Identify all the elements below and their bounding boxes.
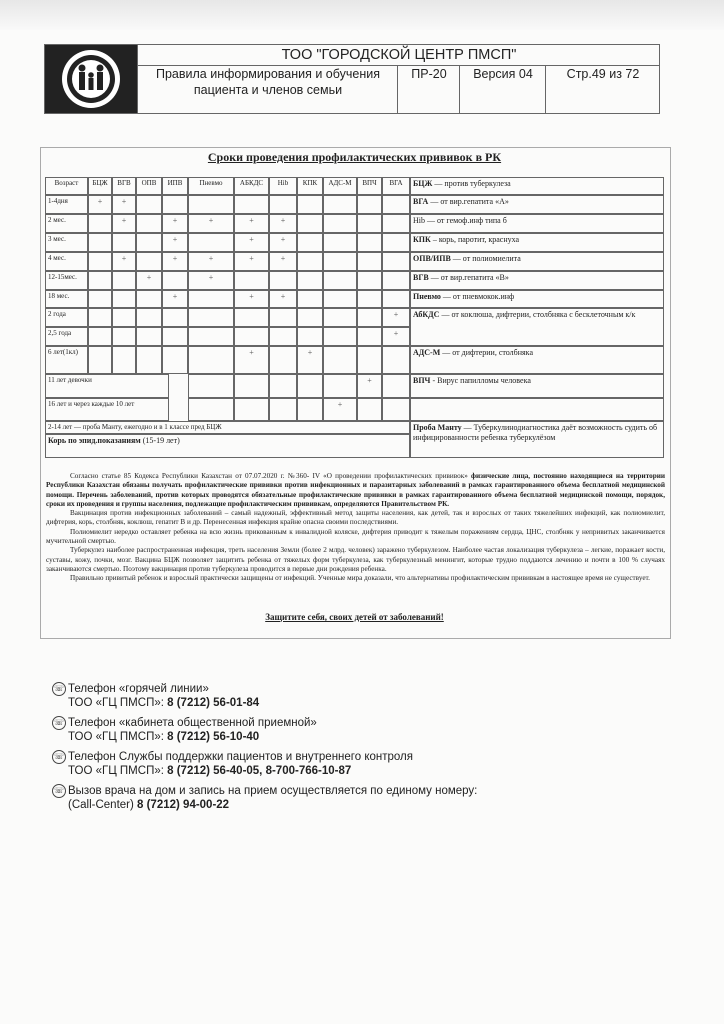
vaccine-mark — [323, 374, 357, 398]
vaccine-mark — [357, 327, 382, 346]
vaccine-mark — [357, 271, 382, 290]
vaccine-mark — [162, 308, 188, 327]
column-header: ВГВ — [112, 177, 136, 195]
vaccine-mark — [297, 252, 323, 271]
column-header: БЦЖ — [88, 177, 112, 195]
contact-label: Телефон «кабинета общественной приемной» — [68, 717, 317, 729]
legend-abbr: АДС-М — [413, 348, 441, 357]
legend-abbr: Проба Манту — [413, 423, 462, 432]
column-header: АБКДС — [234, 177, 269, 195]
vaccine-mark — [382, 233, 410, 252]
vaccine-mark — [188, 398, 234, 421]
vaccine-mark — [357, 214, 382, 233]
vaccine-mark: + — [297, 346, 323, 374]
table-row-age: 2 года — [45, 308, 88, 327]
vaccine-mark — [297, 398, 323, 421]
legend-text: - Вирус папилломы человека — [430, 376, 531, 385]
table-row-age: 12-15мес. — [45, 271, 88, 290]
legend-abbr: ВПЧ — [413, 376, 431, 385]
vaccine-mark: + — [269, 252, 297, 271]
column-header: Hib — [269, 177, 297, 195]
vaccine-mark — [188, 308, 234, 327]
vaccine-mark — [357, 195, 382, 214]
vaccine-mark — [112, 290, 136, 308]
table-row-age: 18 мес. — [45, 290, 88, 308]
vaccine-mark — [136, 346, 162, 374]
contact-phone[interactable]: 8 (7212) 56-40-05, 8-700-766-10-87 — [167, 765, 352, 777]
vaccine-mark: + — [112, 195, 136, 214]
column-header: АДС-М — [323, 177, 357, 195]
vaccine-mark — [234, 398, 269, 421]
legend-text: — от полиомиелита — [450, 254, 521, 263]
vaccine-mark — [136, 327, 162, 346]
legend-entry — [410, 398, 664, 421]
vaccine-mark — [297, 271, 323, 290]
vaccine-mark — [188, 327, 234, 346]
contact-support — [52, 750, 532, 778]
legend-entry — [410, 421, 664, 458]
vaccine-mark — [297, 195, 323, 214]
legend-abbr: ОПВ/ИПВ — [413, 254, 451, 263]
contact-org: ТОО «ГЦ ПМСП»: — [68, 697, 168, 709]
vaccine-mark — [269, 327, 297, 346]
vaccine-mark — [88, 214, 112, 233]
contact-phone[interactable]: 8 (7212) 56-01-84 — [167, 697, 260, 709]
vaccine-mark — [357, 398, 382, 421]
paragraph-conclusion: Правильно привитый ребенок и взрослый практически защищены от инфекций. Ученные мира доказали, что альтернативы профилактическим прививкам в настоящее время не существует. — [70, 574, 650, 583]
vaccine-mark: + — [162, 233, 188, 252]
column-header: ВГА — [382, 177, 410, 195]
organization-name: ТОО "ГОРОДСКОЙ ЦЕНТР ПМСП" — [137, 45, 660, 66]
vaccination-schedule-title: Сроки проведения профилактических прививок в РК — [207, 150, 502, 164]
vaccine-mark — [297, 327, 323, 346]
vaccine-mark — [162, 195, 188, 214]
vaccine-mark — [269, 195, 297, 214]
vaccine-mark — [382, 290, 410, 308]
vaccination-table — [45, 177, 664, 458]
column-header: ИПВ — [162, 177, 188, 195]
vaccine-mark: + — [269, 233, 297, 252]
body-text — [46, 472, 665, 584]
legend-abbr: АбКДС — [413, 310, 440, 319]
logo — [45, 45, 137, 113]
contact-org: ТОО «ГЦ ПМСП»: — [68, 765, 168, 777]
scan-top-shade — [0, 0, 724, 30]
phone-icon: ☏ — [52, 716, 66, 730]
contact-phone[interactable]: 8 (7212) 94-00-22 — [137, 799, 230, 811]
vaccine-mark — [88, 271, 112, 290]
vaccine-mark — [188, 374, 234, 398]
vaccine-mark — [88, 233, 112, 252]
legend-entry — [410, 177, 664, 195]
vaccine-mark: + — [234, 290, 269, 308]
contact-org: (Call-Center) — [68, 799, 138, 811]
legend-entry — [410, 271, 664, 290]
vaccine-mark — [297, 214, 323, 233]
family-logo-icon — [60, 48, 122, 110]
phone-icon: ☏ — [52, 682, 66, 696]
vaccine-mark: + — [269, 214, 297, 233]
law-reference: Согласно статье 85 Кодекса Республики Казахстан от 07.07.2020 г. №360- IV «О проведении профилактических прививок» — [70, 472, 472, 480]
table-row-age: 2,5 года — [45, 327, 88, 346]
vaccine-mark — [357, 252, 382, 271]
vaccine-mark: + — [188, 214, 234, 233]
legend-entry — [410, 290, 664, 308]
legend-text: — от вир.гепатита «В» — [428, 273, 509, 282]
vaccine-mark — [297, 233, 323, 252]
vaccine-mark: + — [112, 252, 136, 271]
vaccine-mark — [382, 195, 410, 214]
vaccine-mark — [112, 271, 136, 290]
contact-label: Вызов врача на дом и запись на прием осуществляется по единому номеру: — [68, 785, 478, 797]
vaccine-mark — [88, 290, 112, 308]
vaccine-mark — [112, 233, 136, 252]
vaccine-mark — [323, 252, 357, 271]
legend-text: – корь, паротит, краснуха — [430, 235, 520, 244]
table-row-age: 1-4дня — [45, 195, 88, 214]
legend-entry — [410, 374, 664, 398]
table-row-age: 16 лет и через каждые 10 лет — [45, 398, 169, 421]
vaccine-mark — [382, 374, 410, 398]
contact-org: ТОО «ГЦ ПМСП»: — [68, 731, 168, 743]
contact-label: Телефон «горячей линии» — [68, 683, 209, 695]
vaccine-mark — [323, 327, 357, 346]
vaccine-mark — [136, 195, 162, 214]
page-number: Стр.49 из 72 — [545, 65, 660, 113]
vaccine-mark — [323, 271, 357, 290]
vaccine-mark: + — [234, 252, 269, 271]
table-row-age: 4 мес. — [45, 252, 88, 271]
legend-text: — против туберкулеза — [432, 179, 511, 188]
vaccine-mark: + — [88, 195, 112, 214]
vaccine-mark: + — [234, 214, 269, 233]
measles-age: (15-19 лет) — [142, 436, 180, 445]
contact-phone[interactable]: 8 (7212) 56-10-40 — [167, 731, 260, 743]
vaccine-mark: + — [323, 398, 357, 421]
vaccine-mark — [234, 327, 269, 346]
vaccine-mark — [88, 346, 112, 374]
legend-text: — от пневмокок.инф — [440, 292, 515, 301]
legend-text: Hib — от гемоф.инф типа б — [413, 216, 507, 225]
vaccine-mark — [136, 290, 162, 308]
vaccine-mark: + — [112, 214, 136, 233]
protect-slogan: Защитите себя, своих детей от заболеваний! — [265, 612, 444, 622]
vaccine-mark: + — [357, 374, 382, 398]
contact-call-center — [52, 784, 532, 812]
document-version: Версия 04 — [459, 65, 546, 113]
table-row-age: 11 лет девочки — [45, 374, 169, 398]
vaccine-mark: + — [162, 252, 188, 271]
vaccine-mark — [297, 290, 323, 308]
vaccine-mark — [112, 346, 136, 374]
column-header: КПК — [297, 177, 323, 195]
measles-label: Корь по эпид.показаниям — [48, 436, 141, 445]
paragraph-vaccination: Вакцинация против инфекционных заболеваний – самый надежный, эффективный метод защиты населения, как детей, так и взрослых от таких тяжелейших инфекций, как полиомиелит, дифтерия, корь, столбняк, коклюш, гепатит В и др. Перенесенная инфекция крайне опасна своими последствиями. — [46, 509, 665, 527]
legend-abbr: БЦЖ — [413, 179, 433, 188]
column-header: ВПЧ — [357, 177, 382, 195]
vaccine-mark — [323, 195, 357, 214]
document-code: ПР-20 — [397, 65, 460, 113]
vaccine-mark — [234, 308, 269, 327]
vaccine-mark: + — [162, 214, 188, 233]
vaccine-mark — [269, 346, 297, 374]
vaccine-mark: + — [162, 290, 188, 308]
vaccine-mark — [269, 398, 297, 421]
column-header: ОПВ — [136, 177, 162, 195]
vaccine-mark — [382, 398, 410, 421]
table-row-age: 3 мес. — [45, 233, 88, 252]
vaccine-mark — [269, 308, 297, 327]
contacts-list — [52, 682, 532, 818]
legend-entry — [410, 214, 664, 233]
legend-text: — Туберкулинодиагностика даёт возможность судить об инфицированности ребенка туберкулёзом — [413, 423, 658, 442]
paragraph-tuberculosis: Туберкулез наиболее распространенная инфекция, треть населения Земли (более 2 млрд. человек) заражено туберкулезом. Наиболее частая локализация туберкулеза – легкие, поражает кости, суставы, кожу, почки, мозг. Вакцина БЦЖ позволяет защитить ребенка от тяжелых форм туберкулеза, как туберкулезный менингит, которые трудно поддаются лечению и почти в 100 % случаях заканчиваются смертью. Поэтому вакцинация против туберкулеза проводится в первые дни рождения ребенка. — [46, 546, 665, 573]
mantu-row: 2-14 лет — проба Манту, ежегодно и в 1 классе пред БЦЖ — [45, 421, 410, 434]
vaccine-mark — [188, 290, 234, 308]
document-title: Правила информирования и обучения пациента и членов семьи — [137, 65, 398, 114]
vaccine-mark — [357, 290, 382, 308]
vaccine-mark — [136, 252, 162, 271]
vaccine-mark — [112, 327, 136, 346]
table-row-age: 6 лет(1кл) — [45, 346, 88, 374]
vaccine-mark — [382, 346, 410, 374]
legend-abbr: ВГА — [413, 197, 429, 206]
vaccine-mark — [88, 252, 112, 271]
legend-abbr: КПК — [413, 235, 431, 244]
column-header: Возраст — [45, 177, 88, 195]
contact-reception — [52, 716, 532, 744]
vaccine-mark — [162, 346, 188, 374]
paragraph-law — [46, 472, 665, 509]
vaccine-mark — [323, 346, 357, 374]
column-header: Пневмо — [188, 177, 234, 195]
vaccine-mark: + — [188, 252, 234, 271]
phone-icon: ☏ — [52, 750, 66, 764]
vaccine-mark — [382, 271, 410, 290]
legend-text: — от дифтерии, столбняка — [440, 348, 533, 357]
vaccine-mark — [188, 195, 234, 214]
vaccine-mark — [297, 308, 323, 327]
vaccine-mark — [136, 308, 162, 327]
vaccine-mark — [323, 308, 357, 327]
measles-row — [45, 434, 410, 458]
vaccine-mark — [188, 346, 234, 374]
document-header — [44, 44, 660, 114]
vaccine-mark — [382, 252, 410, 271]
vaccine-mark — [323, 290, 357, 308]
vaccine-mark: + — [188, 271, 234, 290]
vaccine-mark: + — [382, 308, 410, 327]
contact-hotline — [52, 682, 532, 710]
vaccine-mark: + — [234, 233, 269, 252]
legend-text: — от коклюша, дифтерии, столбняка с бесклеточным к/к — [439, 310, 636, 319]
vaccine-mark — [382, 214, 410, 233]
vaccine-mark: + — [136, 271, 162, 290]
table-row-age: 2 мес. — [45, 214, 88, 233]
vaccine-mark: + — [382, 327, 410, 346]
vaccine-mark — [88, 308, 112, 327]
vaccine-mark — [323, 214, 357, 233]
legend-entry — [410, 346, 664, 374]
vaccine-mark — [357, 346, 382, 374]
vaccine-mark — [136, 233, 162, 252]
vaccine-mark — [112, 308, 136, 327]
vaccine-mark — [269, 374, 297, 398]
legend-entry — [410, 233, 664, 252]
vaccine-mark — [136, 214, 162, 233]
vaccine-mark — [234, 374, 269, 398]
legend-abbr: ВГВ — [413, 273, 429, 282]
contact-label: Телефон Службы поддержки пациентов и внутреннего контроля — [68, 751, 413, 763]
paragraph-polio: Полиомиелит нередко оставляет ребенка на всю жизнь прикованным к инвалидной коляске, дифтерия приводит к тяжелым поражениям сердца, ЦНС, столбняк у непривитых заканчивается мучительной смертью. — [46, 527, 665, 546]
vaccine-mark — [234, 271, 269, 290]
legend-text: — от вир.гепатита «А» — [428, 197, 509, 206]
legend-entry — [410, 195, 664, 214]
legend-abbr: Пневмо — [413, 292, 441, 301]
vaccine-mark — [323, 233, 357, 252]
vaccine-mark — [297, 374, 323, 398]
vaccine-mark — [188, 233, 234, 252]
phone-icon: ☏ — [52, 784, 66, 798]
vaccine-mark — [162, 327, 188, 346]
vaccine-mark — [357, 233, 382, 252]
vaccine-mark: + — [234, 346, 269, 374]
vaccine-mark — [269, 271, 297, 290]
legend-entry — [410, 308, 664, 346]
law-obligation: физические лица, постоянно находящиеся на территории Республики Казахстан обязаны получать профилактические прививки против инфекционных и паразитарных заболеваний в рамках гарантированного объема бесплатной медицинской помощи. Перечень заболеваний, против которых проводятся обязательные профилактические прививки в рамках гарантированного объема бесплатной медицинской помощи, порядок, сроки их проведения и группы населения, подлежащие профилактическим прививкам, определяются Правительством РК. — [46, 472, 665, 508]
vaccine-mark — [162, 271, 188, 290]
legend-entry — [410, 252, 664, 271]
vaccine-mark — [88, 327, 112, 346]
vaccine-mark: + — [269, 290, 297, 308]
vaccine-mark — [234, 195, 269, 214]
vaccine-mark — [357, 308, 382, 327]
